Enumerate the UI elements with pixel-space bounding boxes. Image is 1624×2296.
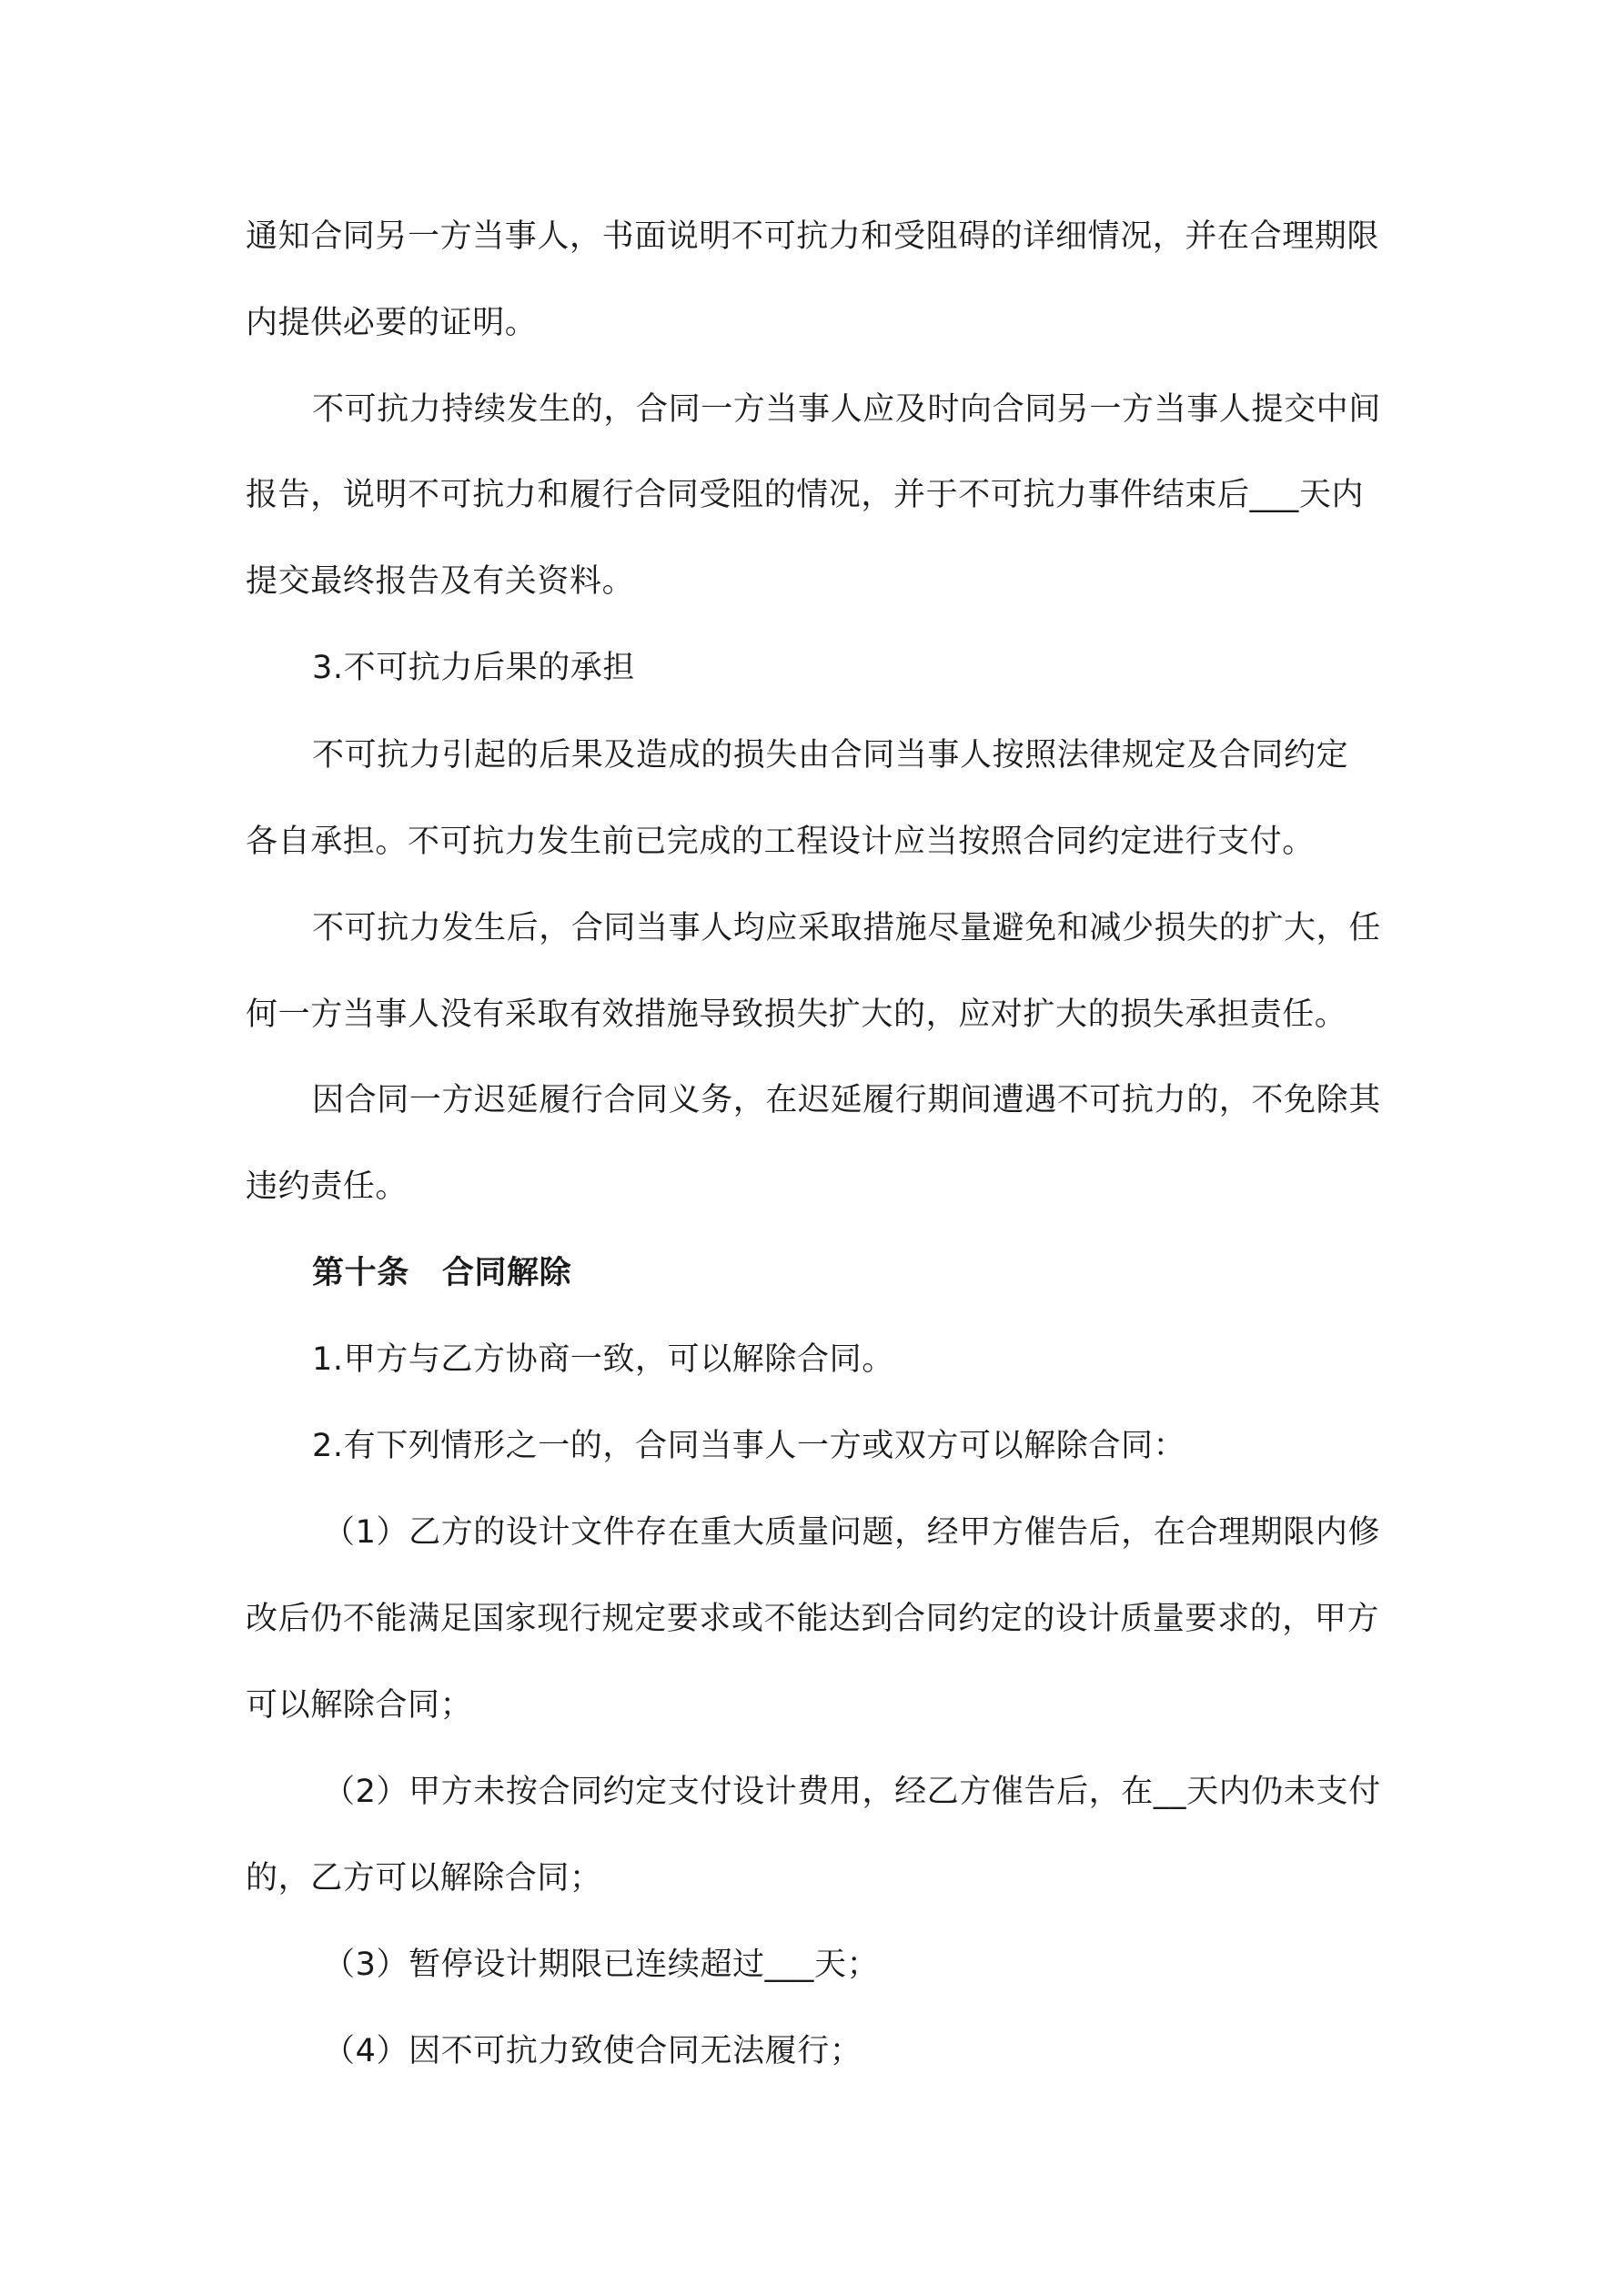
item-2-line-1: （2）甲方未按合同约定支付设计费用，经乙方催告后，在__天内仍未支付 xyxy=(323,1774,1381,1810)
body-line-12: 违约责任。 xyxy=(246,1168,409,1205)
body-line-1: 通知合同另一方当事人，书面说明不可抗力和受阻碍的详细情况，并在合理期限 xyxy=(246,218,1380,255)
item-1-line-3: 可以解除合同； xyxy=(246,1687,473,1724)
body-line-11: 因合同一方迟延履行合同义务，在迟延履行期间遭遇不可抗力的，不免除其 xyxy=(312,1082,1381,1118)
clause-2: 2.有下列情形之一的，合同当事人一方或双方可以解除合同： xyxy=(312,1428,1186,1464)
item-3: （3）暂停设计期限已连续超过___天； xyxy=(323,1947,880,1983)
article-heading xyxy=(312,1253,1458,1293)
body-line-2: 内提供必要的证明。 xyxy=(246,305,538,341)
article-title: 合同解除 xyxy=(441,1255,572,1291)
article-number: 第十条 xyxy=(312,1255,409,1291)
body-line-4: 报告，说明不可抗力和履行合同受阻的情况，并于不可抗力事件结束后___天内 xyxy=(246,477,1365,513)
body-line-7: 不可抗力引起的后果及造成的损失由合同当事人按照法律规定及合同约定 xyxy=(312,737,1349,774)
body-line-8: 各自承担。不可抗力发生前已完成的工程设计应当按照合同约定进行支付。 xyxy=(246,824,1315,860)
clause-1: 1.甲方与乙方协商一致，可以解除合同。 xyxy=(312,1341,894,1378)
body-line-9: 不可抗力发生后，合同当事人均应采取措施尽量避免和减少损失的扩大，任 xyxy=(312,910,1381,946)
item-1-line-1: （1）乙方的设计文件存在重大质量问题，经甲方催告后，在合理期限内修 xyxy=(323,1514,1381,1551)
section-heading-3: 3.不可抗力后果的承担 xyxy=(312,650,635,686)
item-2-line-2: 的，乙方可以解除合同； xyxy=(246,1860,602,1896)
item-1-line-2: 改后仍不能满足国家现行规定要求或不能达到合同约定的设计质量要求的，甲方 xyxy=(246,1601,1380,1637)
body-line-3: 不可抗力持续发生的，合同一方当事人应及时向合同另一方当事人提交中间 xyxy=(312,391,1381,428)
body-line-5: 提交最终报告及有关资料。 xyxy=(246,563,635,600)
body-line-10: 何一方当事人没有采取有效措施导致损失扩大的，应对扩大的损失承担责任。 xyxy=(246,996,1347,1033)
item-4: （4）因不可抗力致使合同无法履行； xyxy=(323,2033,862,2069)
